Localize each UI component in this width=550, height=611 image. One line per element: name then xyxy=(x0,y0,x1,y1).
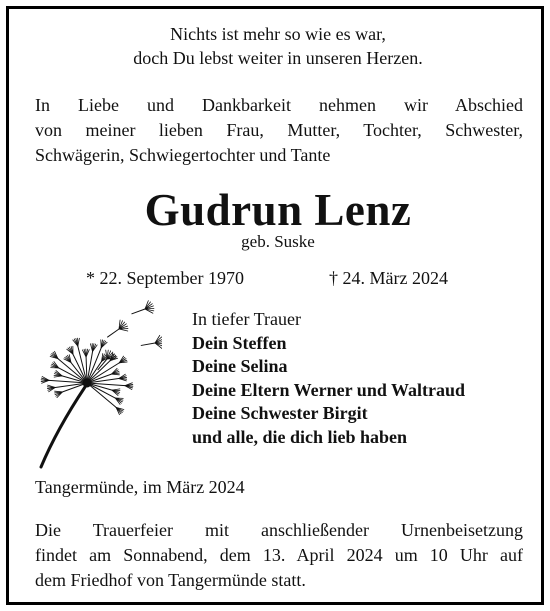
obituary-frame xyxy=(6,6,544,605)
service-line-2: findet am Sonnabend, dem 13. April 2024 um 10 Uhr auf xyxy=(35,545,523,565)
motto-line-2: doch Du lebst weiter in unseren Herzen. xyxy=(133,48,423,68)
mourner-line: und alle, die dich lieb haben xyxy=(192,426,408,447)
motto xyxy=(9,22,547,70)
intro-line-2: von meiner lieben Frau, Mutter, Tochter, Schwester, xyxy=(35,120,523,140)
intro-text xyxy=(35,93,523,168)
mourners-heading: In tiefer Trauer xyxy=(192,309,301,329)
birth-date: * 22. September 1970 xyxy=(86,268,244,288)
dandelion-icon xyxy=(27,299,162,474)
maiden-name: geb. Suske xyxy=(241,232,315,251)
mourner-line: Deine Eltern Werner und Waltraud xyxy=(192,379,466,400)
deceased-name: Gudrun Lenz xyxy=(144,185,412,235)
motto-line-1: Nichts ist mehr so wie es war, xyxy=(170,24,386,44)
mourner-line: Deine Schwester Birgit xyxy=(192,403,368,423)
intro-line-3: Schwägerin, Schwiegertochter und Tante xyxy=(35,145,331,165)
intro-line-1: In Liebe und Dankbarkeit nehmen wir Abschied xyxy=(35,95,523,115)
mourner-line: Deine Selina xyxy=(192,356,288,376)
service-line-3: dem Friedhof von Tangermünde statt. xyxy=(35,570,306,590)
mourners-list xyxy=(192,308,465,449)
funeral-notice xyxy=(35,518,523,593)
mourner-line: Dein Steffen xyxy=(192,332,287,353)
death-date: † 24. März 2024 xyxy=(329,268,448,288)
service-line-1: Die Trauerfeier mit anschließender Urnenbeisetzung xyxy=(35,520,523,540)
place-date: Tangermünde, im März 2024 xyxy=(35,477,245,497)
